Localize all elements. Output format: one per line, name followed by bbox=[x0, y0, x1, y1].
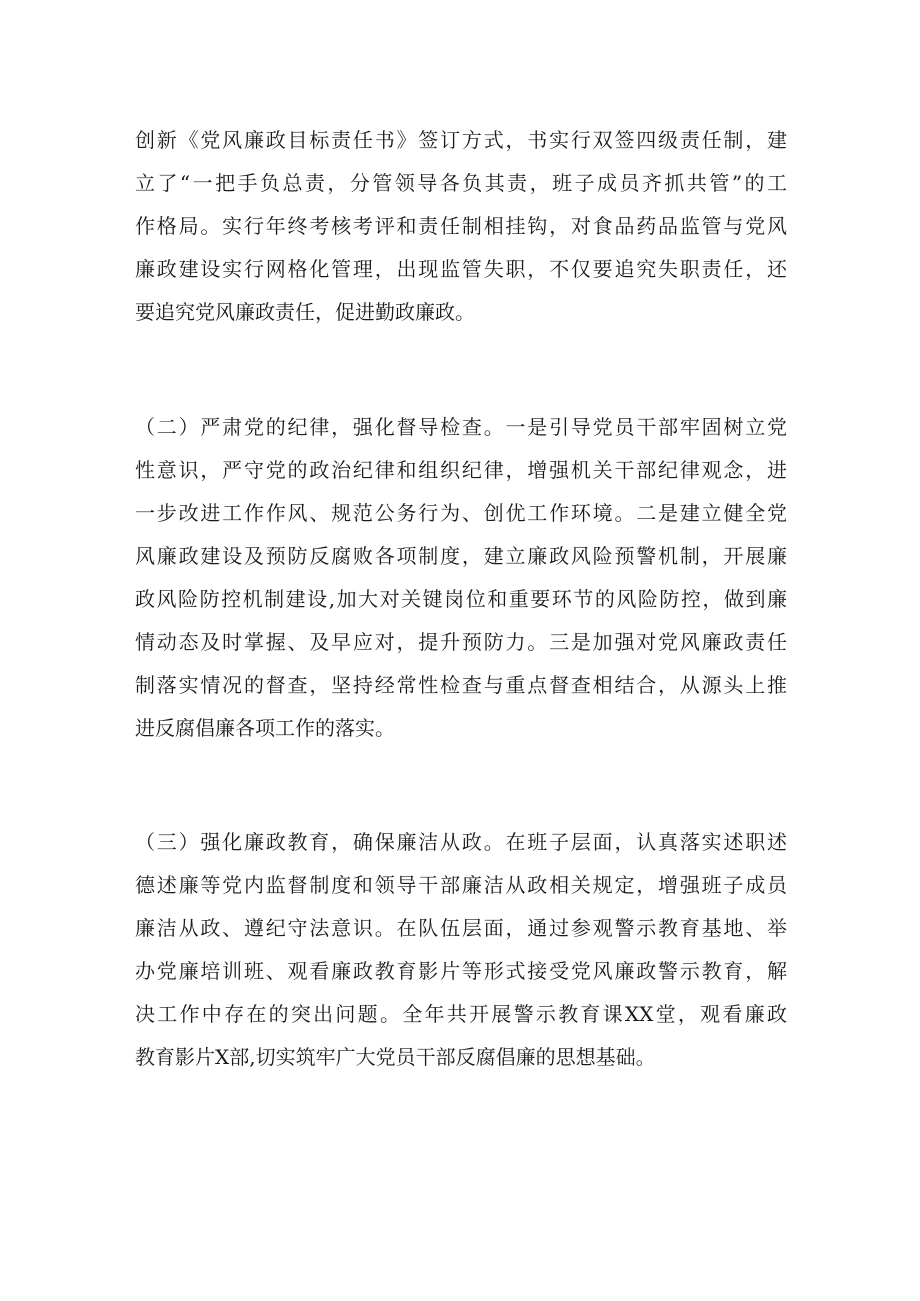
paragraph-line: 办党廉培训班、观看廉政教育影片等形式接受党风廉政警示教育，解 bbox=[135, 959, 787, 983]
paragraph-line: 立了“一把手负总责，分管领导各负其责，班子成员齐抓共管”的工 bbox=[135, 171, 787, 195]
paragraph-2 bbox=[135, 406, 787, 750]
paragraph-3 bbox=[135, 821, 787, 1079]
paragraph-line: 廉洁从政、遵纪守法意识。在队伍层面，通过参观警示教育基地、举 bbox=[135, 916, 787, 940]
paragraph-line: 一步改进工作作风、规范公务行为、创优工作环境。二是建立健全党 bbox=[135, 501, 787, 525]
paragraph-line: 性意识，严守党的政治纪律和组织纪律，增强机关干部纪律观念，进 bbox=[135, 458, 787, 482]
paragraph-line: 政风险防控机制建设,加大对关键岗位和重要环节的风险防控，做到廉 bbox=[135, 587, 787, 611]
paragraph-line: 进反腐倡廉各项工作的落实。 bbox=[135, 716, 395, 740]
paragraph-line: 教育影片X部,切实筑牢广大党员干部反腐倡廉的思想基础。 bbox=[135, 1045, 656, 1069]
paragraph-line: 决工作中存在的突出问题。全年共开展警示教育课XX堂，观看廉政 bbox=[135, 1002, 787, 1026]
paragraph-1 bbox=[135, 119, 787, 334]
paragraph-line: 德述廉等党内监督制度和领导干部廉洁从政相关规定，增强班子成员 bbox=[135, 873, 787, 897]
paragraph-line: 情动态及时掌握、及早应对，提升预防力。三是加强对党风廉政责任 bbox=[135, 630, 787, 654]
paragraph-line: 风廉政建设及预防反腐败各项制度，建立廉政风险预警机制，开展廉 bbox=[135, 544, 787, 568]
paragraph-line: 要追究党风廉政责任，促进勤政廉政。 bbox=[135, 300, 475, 324]
paragraph-line: （二）严肃党的纪律，强化督导检查。一是引导党员干部牢固树立党 bbox=[135, 415, 787, 439]
paragraph-line: 廉政建设实行网格化管理，出现监管失职，不仅要追究失职责任，还 bbox=[135, 257, 787, 281]
paragraph-line: 创新《党风廉政目标责任书》签订方式，书实行双签四级责任制，建 bbox=[135, 128, 787, 152]
paragraph-line: 制落实情况的督查，坚持经常性检查与重点督查相结合，从源头上推 bbox=[135, 673, 787, 697]
paragraph-line: 作格局。实行年终考核考评和责任制相挂钩，对食品药品监管与党风 bbox=[135, 214, 787, 238]
paragraph-line: （三）强化廉政教育，确保廉洁从政。在班子层面，认真落实述职述 bbox=[135, 830, 787, 854]
